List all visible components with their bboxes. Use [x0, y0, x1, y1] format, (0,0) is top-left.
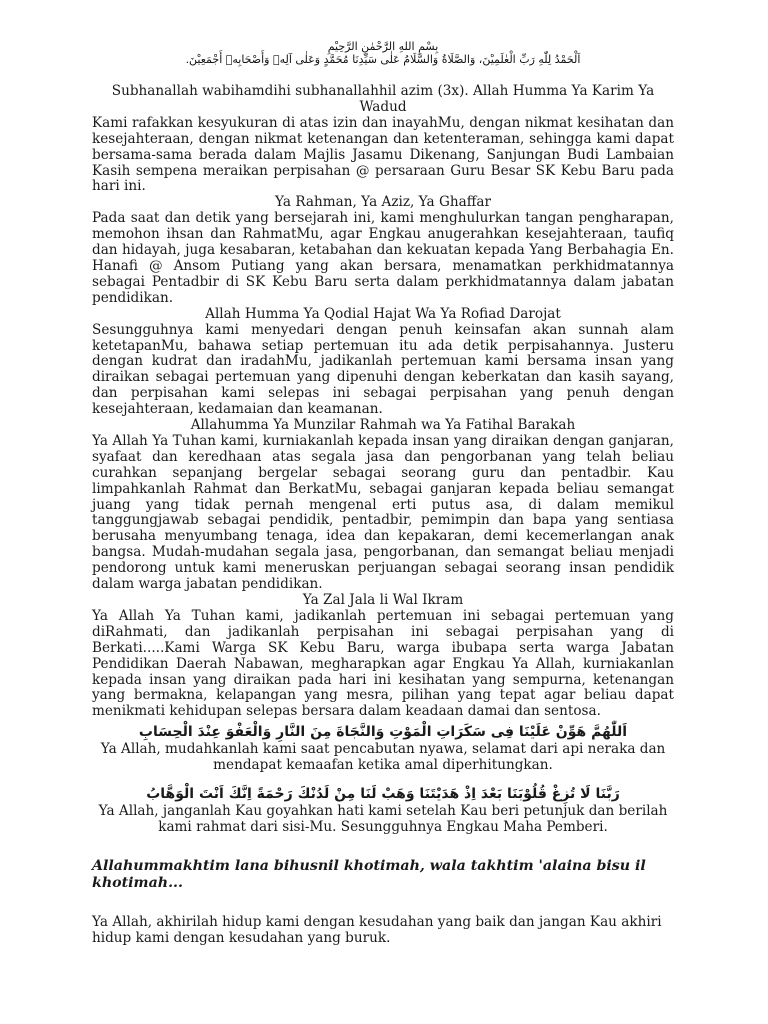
section-body-1: Kami rafakkan kesyukuran di atas izin dan inayahMu, dengan nikmat kesihatan dan kesejahteraan, dengan nikmat ketenangan dan ketenteraman, sehingga kami dapat bersama-sama berada dalam Majlis Jasamu Dikenang, Sanjungan Budi Lambaian Kasih sempena meraikan perpisahan @ persaraan Guru Besar SK Kebu Baru pada hari ini. [92, 114, 674, 195]
section-body-5: Ya Allah Ya Tuhan kami, jadikanlah pertemuan ini sebagai pertemuan yang diRahmati, dan jadikanlah perpisahan ini sebagai perpisahan yang di Berkati.....Kami Warga SK Kebu Baru, warga ibubapa serta warga Jabatan Pendidikan Daerah Nabawan, megharapkan agar Engkau Ya Allah, kurniakanlan kepada insan yang diraikan pada hari ini kesihatan yang sempurna, ketenangan yang bermakna, kelapangan yang mesra, pilihan yang tepat agar beliau dapat menikmati kehidupan selepas bersara dalam keadaan damai dan sentosa. [92, 607, 674, 720]
closing-translation: Ya Allah, akhirilah hidup kami dengan kesudahan yang baik dan jangan Kau akhiri hidup kami dengan kesudahan yang buruk. [92, 913, 662, 946]
opening-praise-arabic: اَلْحَمْدُ لِلّٰهِ رَبِّ الْعٰلَمِيْنَ، وَالصَّلَاةُ وَالسَّلَامُ عَلٰى سَيِّدِنَا مُحَمَّدٍ وَعَلٰى آلِهٖ وَأَصْحَابِهٖ أَجْمَعِيْنَ. [185, 53, 581, 66]
section-body-4: Ya Allah Ya Tuhan kami, kurniakanlah kepada insan yang diraikan dengan ganjaran, syafaat dan keredhaan atas segala jasa dan pengorbanan yang telah beliau curahkan sepanjang bergelar sebagai seorang guru dan pentadbir. Kau limpahkanlah Rahmat dan BerkatMu, sebagai ganjaran kepada beliau semangat juang yang tidak pernah mengenal erti putus asa, di dalam memikul tanggungjawab sebagai pendidik, pentadbir, pemimpin dan bapa yang sentiasa berusaha menyumbang tenaga, idea dan kepakaran, demi kecemerlangan anak bangsa. Mudah-mudahan segala jasa, pengorbanan, dan semangat beliau menjadi pendorong untuk kami meneruskan perjuangan sebagai seorang insan pendidik dalam warga jabatan pendidikan. [92, 432, 674, 593]
doa-1-arabic: اَللّٰهُمَّ هَوِّنْ عَلَيْنَا فِى سَكَرَاتِ الْمَوْتِ وَالنَّجَاةَ مِنَ النَّارِ وَالْعَفْوَ عِنْدَ الْحِسَابِ [138, 724, 628, 741]
doa-2-arabic: رَبَّنَا لَا تُزِغْ قُلُوْبَنَا بَعْدَ اِذْ هَدَيْتَنَا وَهَبْ لَنَا مِنْ لَدُنْكَ رَحْمَةً اِنَّكَ اَنْتَ الْوَهَّابُ [146, 786, 620, 803]
document-page [92, 40, 674, 947]
doa-2-translation: Ya Allah, janganlah Kau goyahkan hati kami setelah Kau beri petunjuk dan berilah kami rahmat dari sisi-Mu. Sesungguhnya Engkau Maha Pemberi. [98, 803, 668, 835]
bismillah-arabic: بِسْمِ اللهِ الرَّحْمٰنِ الرَّحِيْمِ [327, 40, 439, 53]
section-heading-2: Ya Rahman, Ya Aziz, Ya Ghaffar [275, 194, 491, 211]
doa-1-translation: Ya Allah, mudahkanlah kami saat pencabutan nyawa, selamat dari api neraka dan mendapat kemaafan ketika amal diperhitungkan. [100, 741, 666, 774]
section-body-3: Sesungguhnya kami menyedari dengan penuh keinsafan akan sunnah alam ketetapanMu, bahawa setiap pertemuan itu ada detik perpisahannya. Justeru dengan kudrat dan iradahMu, jadikanlah pertemuan kami bersama insan yang diraikan sebagai pertemuan yang dipenuhi dengan keberkatan dan kasih sayang, dan perpisahan kami selepas ini sebagai perpisahan yang penuh dengan kesejahteraan, kedamaian dan keamanan. [92, 321, 674, 418]
section-body-2: Pada saat dan detik yang bersejarah ini, kami menghulurkan tangan pengharapan, memohon ihsan dan RahmatMu, agar Engkau anugerahkan kesejahteraan, taufiq dan hidayah, juga kesabaran, ketabahan dan kekuatan kepada Yang Berbahagia En. Hanafi @ Ansom Putiang yang akan bersara, menamatkan perkhidmatannya sebagai Pentadbir di SK Kebu Baru serta dalam perkhidmatannya dalam jabatan pendidikan. [92, 210, 674, 306]
closing-transliteration: Allahummakhtim lana bihusnil khotimah, wala takhtim 'alaina bisu il khotimah... [92, 857, 646, 891]
section-heading-4: Allahumma Ya Munzilar Rahmah wa Ya Fatihal Barakah [190, 417, 576, 434]
section-heading-1: Subhanallah wabihamdihi subhanallahhil azim (3x). Allah Humma Ya Karim Ya Wadud [111, 83, 655, 115]
section-heading-5: Ya Zal Jala li Wal Ikram [302, 592, 464, 608]
section-heading-3: Allah Humma Ya Qodial Hajat Wa Ya Rofiad Darojat [205, 305, 561, 322]
